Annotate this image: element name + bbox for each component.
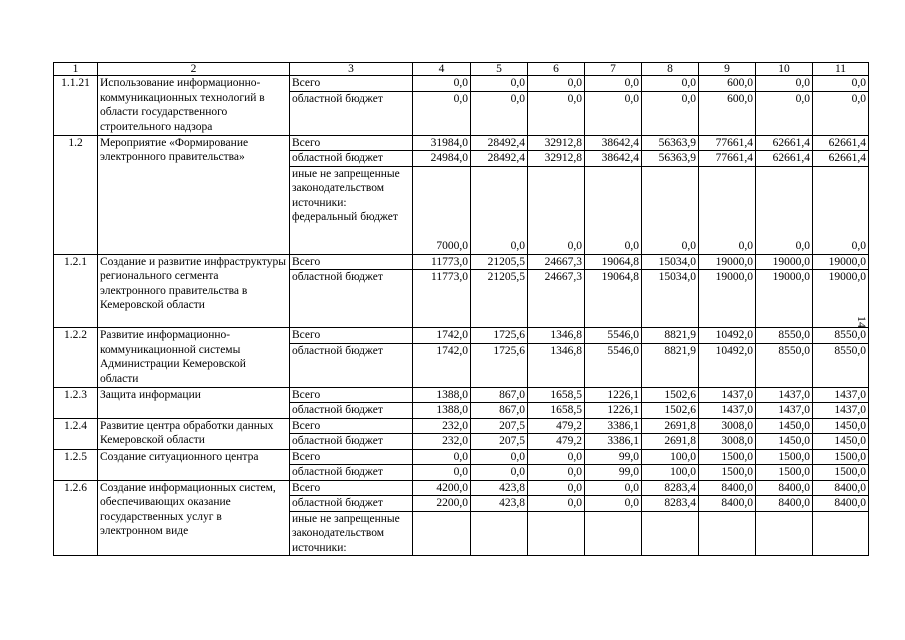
item-code: 1.2.1 bbox=[54, 254, 98, 328]
value-cell: 1500,0 bbox=[699, 449, 756, 465]
value-cell: 100,0 bbox=[642, 465, 699, 481]
value-cell: 21205,5 bbox=[471, 270, 528, 328]
value-cell: 1742,0 bbox=[413, 328, 471, 344]
value-cell: 21205,5 bbox=[471, 254, 528, 270]
value-cell bbox=[528, 511, 585, 556]
table-row bbox=[54, 328, 869, 344]
value-cell: 15034,0 bbox=[642, 254, 699, 270]
item-code: 1.2.2 bbox=[54, 328, 98, 388]
value-cell: 19000,0 bbox=[756, 254, 813, 270]
column-header: 8 bbox=[642, 63, 699, 76]
value-cell bbox=[813, 511, 869, 556]
table-row bbox=[54, 76, 869, 92]
value-cell: 1502,6 bbox=[642, 387, 699, 403]
value-cell: 0,0 bbox=[813, 166, 869, 254]
table-row bbox=[54, 480, 869, 496]
value-cell: 207,5 bbox=[471, 434, 528, 450]
value-cell: 0,0 bbox=[756, 166, 813, 254]
value-cell: 0,0 bbox=[585, 91, 642, 135]
table-row bbox=[54, 254, 869, 270]
value-cell: 0,0 bbox=[528, 76, 585, 92]
funding-source: Всего bbox=[290, 387, 413, 403]
item-name: Мероприятие «Формирование электронного правительства» bbox=[98, 135, 290, 254]
value-cell: 867,0 bbox=[471, 403, 528, 419]
value-cell: 0,0 bbox=[585, 480, 642, 496]
value-cell: 19000,0 bbox=[756, 270, 813, 328]
value-cell: 1437,0 bbox=[756, 403, 813, 419]
item-code: 1.2 bbox=[54, 135, 98, 254]
value-cell: 600,0 bbox=[699, 76, 756, 92]
item-name: Создание информационных систем, обеспечивающих оказание государственных услуг в электронном виде bbox=[98, 480, 290, 556]
funding-source: областной бюджет bbox=[290, 465, 413, 481]
value-cell bbox=[756, 511, 813, 556]
value-cell: 1450,0 bbox=[756, 418, 813, 434]
value-cell: 0,0 bbox=[413, 449, 471, 465]
value-cell: 28492,4 bbox=[471, 151, 528, 167]
value-cell: 1725,6 bbox=[471, 343, 528, 387]
value-cell: 1450,0 bbox=[756, 434, 813, 450]
value-cell: 10492,0 bbox=[699, 328, 756, 344]
value-cell: 0,0 bbox=[471, 76, 528, 92]
value-cell: 15034,0 bbox=[642, 270, 699, 328]
value-cell: 11773,0 bbox=[413, 254, 471, 270]
value-cell: 24984,0 bbox=[413, 151, 471, 167]
value-cell: 1502,6 bbox=[642, 403, 699, 419]
item-name: Создание и развитие инфраструктуры регионального сегмента электронного правительства в Кемеровской области bbox=[98, 254, 290, 328]
item-code: 1.1.21 bbox=[54, 76, 98, 136]
column-header: 11 bbox=[813, 63, 869, 76]
value-cell: 0,0 bbox=[528, 480, 585, 496]
value-cell: 1388,0 bbox=[413, 403, 471, 419]
value-cell: 8821,9 bbox=[642, 343, 699, 387]
funding-source: областной бюджет bbox=[290, 151, 413, 167]
value-cell: 479,2 bbox=[528, 418, 585, 434]
value-cell: 5546,0 bbox=[585, 328, 642, 344]
value-cell: 2691,8 bbox=[642, 418, 699, 434]
value-cell: 600,0 bbox=[699, 91, 756, 135]
table-row bbox=[54, 135, 869, 151]
value-cell: 1500,0 bbox=[699, 465, 756, 481]
value-cell: 2200,0 bbox=[413, 496, 471, 512]
value-cell: 8400,0 bbox=[699, 496, 756, 512]
value-cell: 1725,6 bbox=[471, 328, 528, 344]
value-cell: 99,0 bbox=[585, 449, 642, 465]
value-cell: 0,0 bbox=[756, 76, 813, 92]
value-cell: 19064,8 bbox=[585, 270, 642, 328]
value-cell: 24667,3 bbox=[528, 270, 585, 328]
funding-source: областной бюджет bbox=[290, 343, 413, 387]
value-cell bbox=[413, 511, 471, 556]
value-cell: 8550,0 bbox=[813, 328, 869, 344]
value-cell: 3008,0 bbox=[699, 418, 756, 434]
value-cell: 1346,8 bbox=[528, 343, 585, 387]
item-code: 1.2.3 bbox=[54, 387, 98, 418]
value-cell: 0,0 bbox=[585, 76, 642, 92]
item-code: 1.2.6 bbox=[54, 480, 98, 556]
funding-source: областной бюджет bbox=[290, 434, 413, 450]
value-cell: 11773,0 bbox=[413, 270, 471, 328]
value-cell bbox=[642, 511, 699, 556]
page-number: 14 bbox=[855, 316, 869, 328]
value-cell: 1437,0 bbox=[699, 387, 756, 403]
column-header: 1 bbox=[54, 63, 98, 76]
value-cell: 4200,0 bbox=[413, 480, 471, 496]
value-cell: 0,0 bbox=[642, 166, 699, 254]
value-cell: 8400,0 bbox=[813, 496, 869, 512]
value-cell: 7000,0 bbox=[413, 166, 471, 254]
value-cell: 3386,1 bbox=[585, 418, 642, 434]
funding-source: областной бюджет bbox=[290, 270, 413, 328]
value-cell: 19000,0 bbox=[699, 270, 756, 328]
value-cell: 423,8 bbox=[471, 480, 528, 496]
item-name: Использование информационно-коммуникационных технологий в области государственного строительного надзора bbox=[98, 76, 290, 136]
value-cell: 31984,0 bbox=[413, 135, 471, 151]
value-cell: 0,0 bbox=[471, 91, 528, 135]
value-cell: 62661,4 bbox=[756, 135, 813, 151]
value-cell: 207,5 bbox=[471, 418, 528, 434]
value-cell: 8550,0 bbox=[756, 328, 813, 344]
funding-source: Всего bbox=[290, 76, 413, 92]
value-cell: 62661,4 bbox=[756, 151, 813, 167]
value-cell: 8283,4 bbox=[642, 480, 699, 496]
value-cell: 232,0 bbox=[413, 418, 471, 434]
table-row bbox=[54, 387, 869, 403]
item-name: Развитие информационно-коммуникационной системы Администрации Кемеровской области bbox=[98, 328, 290, 388]
value-cell: 8283,4 bbox=[642, 496, 699, 512]
value-cell: 0,0 bbox=[528, 496, 585, 512]
value-cell: 0,0 bbox=[413, 91, 471, 135]
value-cell: 0,0 bbox=[528, 465, 585, 481]
value-cell: 232,0 bbox=[413, 434, 471, 450]
value-cell: 8400,0 bbox=[699, 480, 756, 496]
funding-source: областной бюджет bbox=[290, 403, 413, 419]
value-cell: 1437,0 bbox=[756, 387, 813, 403]
value-cell: 1226,1 bbox=[585, 387, 642, 403]
item-code: 1.2.4 bbox=[54, 418, 98, 449]
value-cell: 8550,0 bbox=[813, 343, 869, 387]
value-cell: 5546,0 bbox=[585, 343, 642, 387]
item-name: Защита информации bbox=[98, 387, 290, 418]
value-cell: 423,8 bbox=[471, 496, 528, 512]
value-cell: 0,0 bbox=[528, 449, 585, 465]
value-cell: 19064,8 bbox=[585, 254, 642, 270]
funding-source: областной бюджет bbox=[290, 91, 413, 135]
value-cell: 1500,0 bbox=[756, 449, 813, 465]
value-cell: 10492,0 bbox=[699, 343, 756, 387]
column-header: 2 bbox=[98, 63, 290, 76]
table-row bbox=[54, 449, 869, 465]
value-cell bbox=[585, 511, 642, 556]
value-cell: 19000,0 bbox=[699, 254, 756, 270]
funding-source: Всего bbox=[290, 254, 413, 270]
funding-source: Всего bbox=[290, 480, 413, 496]
value-cell: 19000,0 bbox=[813, 254, 869, 270]
value-cell bbox=[699, 511, 756, 556]
value-cell: 56363,9 bbox=[642, 151, 699, 167]
value-cell: 0,0 bbox=[756, 91, 813, 135]
value-cell: 1437,0 bbox=[699, 403, 756, 419]
value-cell: 32912,8 bbox=[528, 151, 585, 167]
value-cell: 1500,0 bbox=[756, 465, 813, 481]
value-cell: 1388,0 bbox=[413, 387, 471, 403]
value-cell: 28492,4 bbox=[471, 135, 528, 151]
table-row bbox=[54, 418, 869, 434]
value-cell: 2691,8 bbox=[642, 434, 699, 450]
value-cell: 1500,0 bbox=[813, 449, 869, 465]
value-cell: 32912,8 bbox=[528, 135, 585, 151]
value-cell: 8821,9 bbox=[642, 328, 699, 344]
value-cell: 8400,0 bbox=[756, 496, 813, 512]
value-cell: 0,0 bbox=[471, 449, 528, 465]
value-cell: 1658,5 bbox=[528, 403, 585, 419]
value-cell: 38642,4 bbox=[585, 151, 642, 167]
value-cell: 3386,1 bbox=[585, 434, 642, 450]
value-cell: 1742,0 bbox=[413, 343, 471, 387]
header-row bbox=[54, 63, 869, 76]
value-cell: 867,0 bbox=[471, 387, 528, 403]
value-cell: 0,0 bbox=[642, 76, 699, 92]
value-cell: 100,0 bbox=[642, 449, 699, 465]
column-header: 5 bbox=[471, 63, 528, 76]
value-cell: 8550,0 bbox=[756, 343, 813, 387]
column-header: 3 bbox=[290, 63, 413, 76]
value-cell: 99,0 bbox=[585, 465, 642, 481]
column-header: 10 bbox=[756, 63, 813, 76]
value-cell: 0,0 bbox=[413, 76, 471, 92]
budget-table bbox=[53, 62, 869, 556]
value-cell: 1226,1 bbox=[585, 403, 642, 419]
value-cell: 0,0 bbox=[813, 76, 869, 92]
column-header: 6 bbox=[528, 63, 585, 76]
value-cell: 3008,0 bbox=[699, 434, 756, 450]
column-header: 4 bbox=[413, 63, 471, 76]
funding-source: Всего bbox=[290, 418, 413, 434]
value-cell: 38642,4 bbox=[585, 135, 642, 151]
value-cell: 0,0 bbox=[585, 496, 642, 512]
value-cell: 8400,0 bbox=[756, 480, 813, 496]
value-cell: 0,0 bbox=[642, 91, 699, 135]
value-cell: 77661,4 bbox=[699, 151, 756, 167]
value-cell: 0,0 bbox=[528, 91, 585, 135]
value-cell: 0,0 bbox=[471, 166, 528, 254]
value-cell: 1450,0 bbox=[813, 418, 869, 434]
value-cell: 8400,0 bbox=[813, 480, 869, 496]
value-cell bbox=[471, 511, 528, 556]
value-cell: 1437,0 bbox=[813, 387, 869, 403]
value-cell: 1450,0 bbox=[813, 434, 869, 450]
value-cell: 0,0 bbox=[528, 166, 585, 254]
value-cell: 0,0 bbox=[413, 465, 471, 481]
value-cell: 56363,9 bbox=[642, 135, 699, 151]
value-cell: 62661,4 bbox=[813, 151, 869, 167]
value-cell: 1437,0 bbox=[813, 403, 869, 419]
value-cell: 0,0 bbox=[471, 465, 528, 481]
item-name: Развитие центра обработки данных Кемеровской области bbox=[98, 418, 290, 449]
funding-source: областной бюджет bbox=[290, 496, 413, 512]
item-name: Создание ситуационного центра bbox=[98, 449, 290, 480]
value-cell: 0,0 bbox=[699, 166, 756, 254]
value-cell: 0,0 bbox=[813, 91, 869, 135]
funding-source: Всего bbox=[290, 135, 413, 151]
funding-source: Всего bbox=[290, 328, 413, 344]
funding-source: иные не запрещенные законодательством источники: федеральный бюджет bbox=[290, 166, 413, 254]
value-cell: 479,2 bbox=[528, 434, 585, 450]
value-cell: 0,0 bbox=[585, 166, 642, 254]
column-header: 7 bbox=[585, 63, 642, 76]
value-cell: 1346,8 bbox=[528, 328, 585, 344]
funding-source: иные не запрещенные законодательством источники: bbox=[290, 511, 413, 556]
column-header: 9 bbox=[699, 63, 756, 76]
funding-source: Всего bbox=[290, 449, 413, 465]
value-cell: 62661,4 bbox=[813, 135, 869, 151]
value-cell: 1500,0 bbox=[813, 465, 869, 481]
value-cell: 19000,0 bbox=[813, 270, 869, 328]
item-code: 1.2.5 bbox=[54, 449, 98, 480]
value-cell: 1658,5 bbox=[528, 387, 585, 403]
value-cell: 77661,4 bbox=[699, 135, 756, 151]
value-cell: 24667,3 bbox=[528, 254, 585, 270]
